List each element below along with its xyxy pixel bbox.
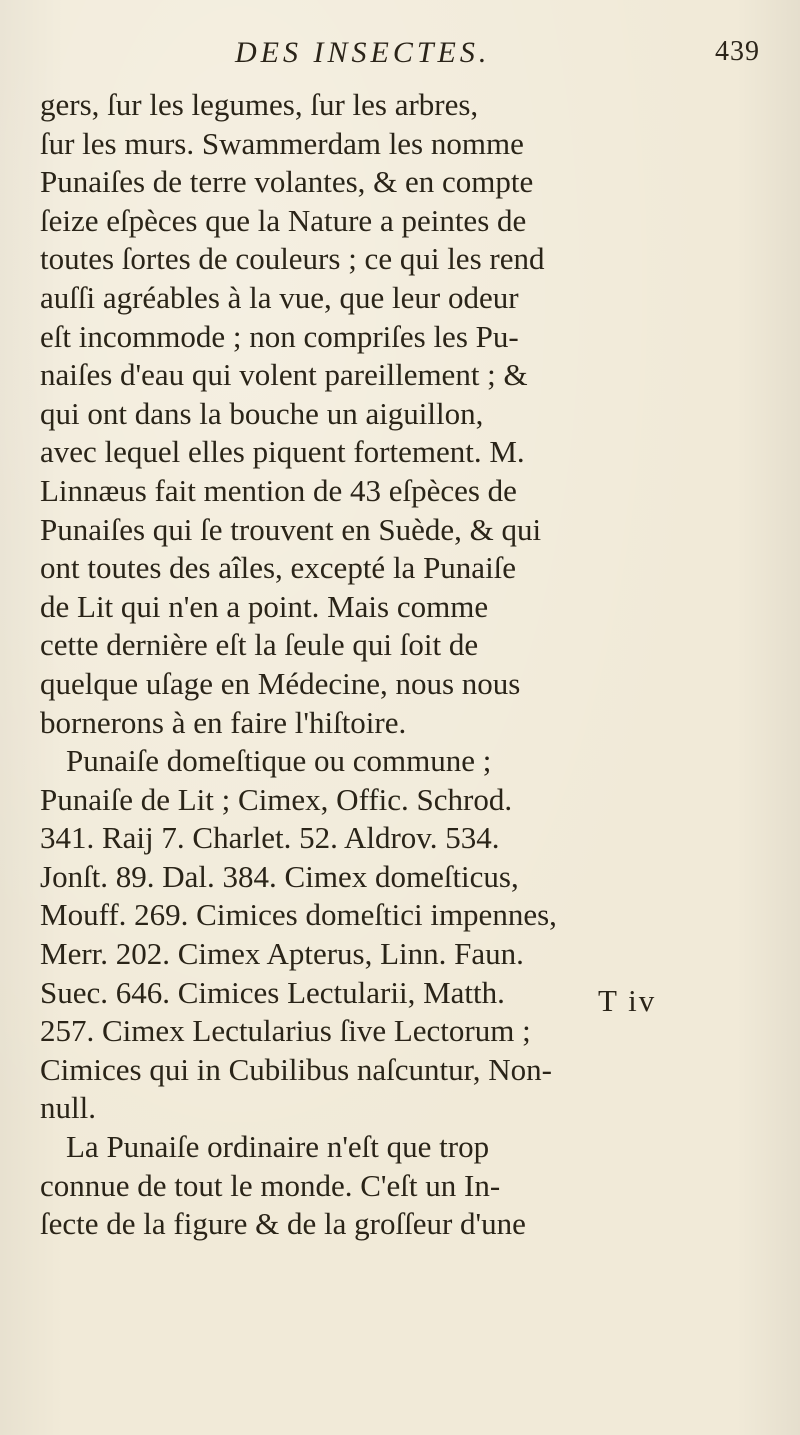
text-line: ſur les murs. Swammerdam les nomme (40, 125, 524, 161)
paragraph-start-line: Punaiſe domeſtique ou commune ; (66, 743, 492, 779)
text-line: ont toutes des aîles, excepté la Punaiſe (40, 550, 517, 586)
text-line: Punaiſes qui ſe trouvent en Suède, & qui (40, 511, 542, 547)
body-text (40, 86, 800, 1244)
text-line: Mouff. 269. Cimices domeſtici impennes, (40, 897, 557, 933)
signature-mark: T iv (598, 983, 657, 1018)
text-line: gers, ſur les legumes, ſur les arbres, (40, 87, 479, 122)
text-line: quelque uſage en Médecine, nous nous (40, 665, 521, 701)
text-line: Punaiſe de Lit ; Cimex, Offic. Schrod. (40, 781, 513, 817)
text-line: 257. Cimex Lectularius ſive Lectorum ; (40, 1013, 531, 1049)
text-line: cette dernière eſt la ſeule qui ſoit de (40, 627, 479, 663)
paragraph-start-line: La Punaiſe ordinaire n'eſt que trop (66, 1129, 490, 1165)
text-line: Linnæus fait mention de 43 eſpèces de (40, 472, 517, 508)
text-line: Merr. 202. Cimex Apterus, Linn. Faun. (40, 936, 524, 972)
text-line: de Lit qui n'en a point. Mais comme (40, 588, 489, 624)
text-line: naiſes d'eau qui volent pareillement ; & (40, 357, 528, 393)
text-line: ſeize eſpèces que la Nature a peintes de (40, 202, 527, 238)
text-line: toutes ſortes de couleurs ; ce qui les rend (40, 241, 545, 277)
text-line: bornerons à en faire l'hiſtoire. (40, 704, 407, 740)
text-line: Cimices qui in Cubilibus naſcuntur, Non- (40, 1051, 552, 1087)
text-line: qui ont dans la bouche un aiguillon, (40, 395, 484, 431)
text-line: ſecte de la figure & de la groſſeur d'une (40, 1206, 526, 1242)
text-line: null. (40, 1090, 96, 1126)
text-line: connue de tout le monde. C'eſt un In- (40, 1167, 501, 1203)
running-head (235, 36, 760, 76)
running-head-title: DES INSECTES. (235, 36, 491, 69)
text-line: Suec. 646. Cimices Lectularii, Matth. (40, 974, 505, 1010)
text-line: Punaiſes de terre volantes, & en compte (40, 164, 534, 200)
text-line: auſſi agréables à la vue, que leur odeur (40, 279, 519, 315)
text-line: avec lequel elles piquent fortement. M. (40, 434, 525, 470)
text-line: 341. Raij 7. Charlet. 52. Aldrov. 534. (40, 820, 500, 856)
text-line: eſt incommode ; non compriſes les Pu- (40, 318, 519, 354)
page-number: 439 (715, 36, 760, 67)
text-line: Jonſt. 89. Dal. 384. Cimex domeſticus, (40, 858, 519, 894)
